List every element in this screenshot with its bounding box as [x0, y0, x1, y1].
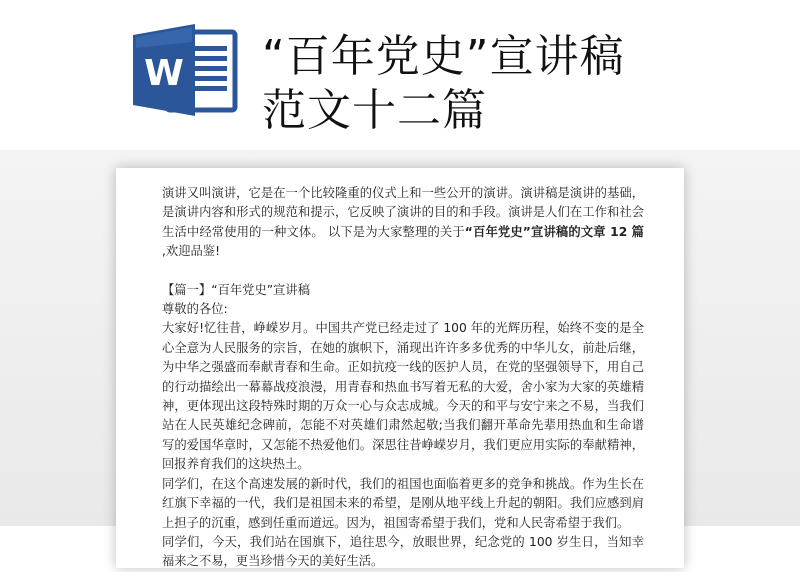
word-document-icon: [133, 22, 239, 118]
body-paragraph-3: 同学们，今天，我们站在国旗下，追往思今，放眼世界，纪念党的 100 岁生日，当知幸福来之不易，更当珍惜今天的美好生活。: [162, 534, 644, 569]
title-line-1: “百年党史”宣讲稿: [262, 31, 625, 82]
document-page: [116, 168, 684, 568]
intro-paragraph: [162, 184, 644, 262]
paragraph-spacer: [162, 262, 644, 281]
intro-tail: ,欢迎品鉴!: [162, 244, 221, 259]
header-banner: [0, 0, 800, 150]
section-title: 【篇一】“百年党史”宣讲稿: [162, 282, 311, 297]
document-content: [162, 184, 644, 572]
body-paragraph-1: 大家好!忆往昔，峥嵘岁月。中国共产党已经走过了 100 年的光辉历程，始终不变的是全心全意为人民服务的宗旨，在她的旗帜下，涌现出许许多多优秀的中华儿女，前赴后继，为中华之强盛而奉献青春和生命。正如抗疫一线的医护人员，在党的坚强领导下，用自己的行动描绘出一幕幕战疫浪漫，用青春和热血书写着无私的大爱，舍小家为大家的英雄精神，更体现出这段特殊时期的万众一心与众志成城。今天的和平与安宁来之不易，当我们站在人民英雄纪念碑前，怎能不对英雄们肃然起敬;当我们翻开革命先辈用热血和生命谱写的爱国华章时，又怎能不热爱他们。深思往昔峥嵘岁月，我们更应用实际的奉献精神，回报养育我们的这块热土。: [162, 321, 644, 472]
page-title: [262, 30, 742, 138]
title-line-2: 范文十二篇: [262, 85, 487, 136]
greeting: 尊敬的各位:: [162, 302, 228, 317]
intro-text: 演讲又叫演讲，它是在一个比较隆重的仪式上和一些公开的演讲。演讲稿是演讲的基础，是演讲内容和形式的规范和提示，它反映了演讲的目的和手段。演讲是人们在工作和社会生活中经常使用的一种文体。 以下是为大家整理的关于: [162, 186, 644, 239]
intro-bold-text: “百年党史”宣讲稿的文章 12 篇: [464, 224, 644, 239]
body-paragraph-2: 同学们，在这个高速发展的新时代，我们的祖国也面临着更多的竞争和挑战。作为生长在红旗下幸福的一代，我们是祖国未来的希望，是刚从地平线上升起的朝阳。我们应感到肩上担子的沉重，感到任重而道远。因为，祖国寄希望于我们，党和人民寄希望于我们。: [162, 476, 644, 530]
svg-text:W: W: [144, 53, 184, 94]
